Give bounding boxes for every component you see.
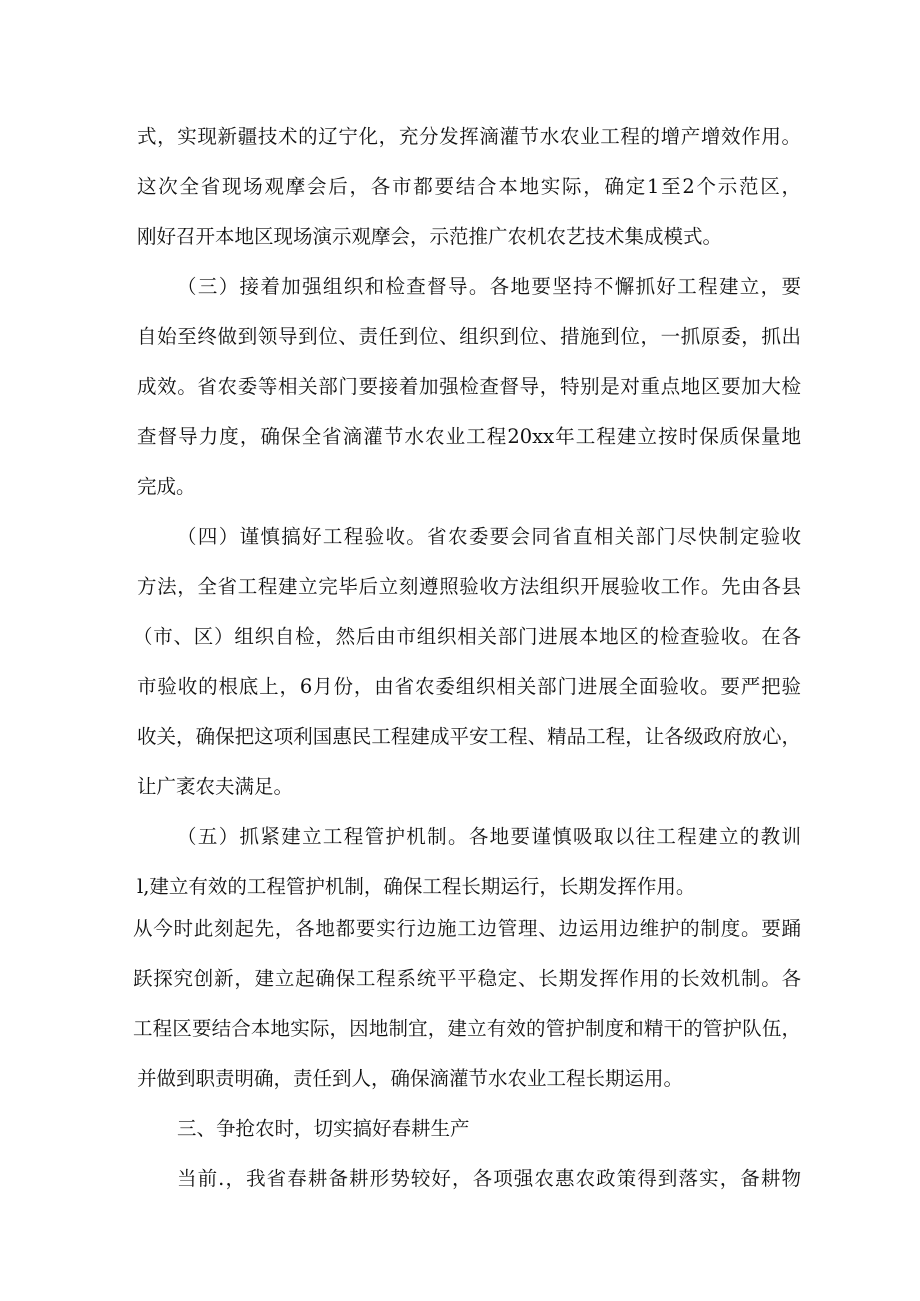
text-line: （三）接着加强组织和检查督导。各地要坚持不懈抓好工程建立，要 <box>177 275 801 298</box>
text-line: 方法，全省工程建立完毕后立刻遵照验收方法组织开展验收工作。先由各县 <box>137 575 801 598</box>
text-line: 工程区要结合本地实际，因地制宜，建立有效的管护制度和精干的管护队伍， <box>133 1017 801 1040</box>
text-line: （四）谨慎搞好工程验收。省农委要会同省直相关部门尽快制定验收 <box>177 525 801 548</box>
text-line: 式，实现新疆技术的辽宁化，充分发挥滴灌节水农业工程的增产增效作用。 <box>137 125 801 148</box>
text-line: 市验收的根底上，6月份，由省农委组织相关部门进展全面验收。要严把验 <box>137 675 801 698</box>
text-line: 成效。省农委等相关部门要接着加强检查督导，特别是对重点地区要加大检 <box>137 375 801 398</box>
text-line: 自始至终做到领导到位、责任到位、组织到位、措施到位，一抓原委，抓出 <box>137 325 801 348</box>
text-line: 查督导力度，确保全省滴灌节水农业工程20xx年工程建立按时保质保量地 <box>137 425 801 448</box>
text-line: l,建立有效的工程管护机制，确保工程长期运行，长期发挥作用。 <box>137 875 696 898</box>
text-line: 并做到职责明确，责任到人，确保滴灌节水农业工程长期运用。 <box>137 1067 684 1090</box>
text-line: 从今时此刻起先，各地都要实行边施工边管理、边运用边维护的制度。要踊 <box>133 917 801 940</box>
text-line: （五）抓紧建立工程管护机制。各地要谨慎吸取以往工程建立的教训 <box>177 825 801 848</box>
text-line: 跃探究创新，建立起确保工程系统平平稳定、长期发挥作用的长效机制。各 <box>133 967 801 990</box>
text-line: 这次全省现场观摩会后，各市都要结合本地实际，确定1至2个示范区， <box>137 175 801 198</box>
text-line: （市、区）组织自检，然后由市组织相关部门进展本地区的检查验收。在各 <box>133 625 801 648</box>
section-heading: 三、争抢农时，切实搞好春耕生产 <box>177 1117 470 1140</box>
text-line: 收关，确保把这项利国惠民工程建成平安工程、精品工程，让各级政府放心， <box>137 725 801 748</box>
text-line: 让广袤农夫满足。 <box>137 775 294 798</box>
text-line: 完成。 <box>137 475 196 498</box>
text-line: 刚好召开本地区现场演示观摩会，示范推广农机农艺技术集成模式。 <box>137 225 723 248</box>
text-line: 当前.，我省春耕备耕形势较好，各项强农惠农政策得到落实，备耕物 <box>177 1167 801 1190</box>
